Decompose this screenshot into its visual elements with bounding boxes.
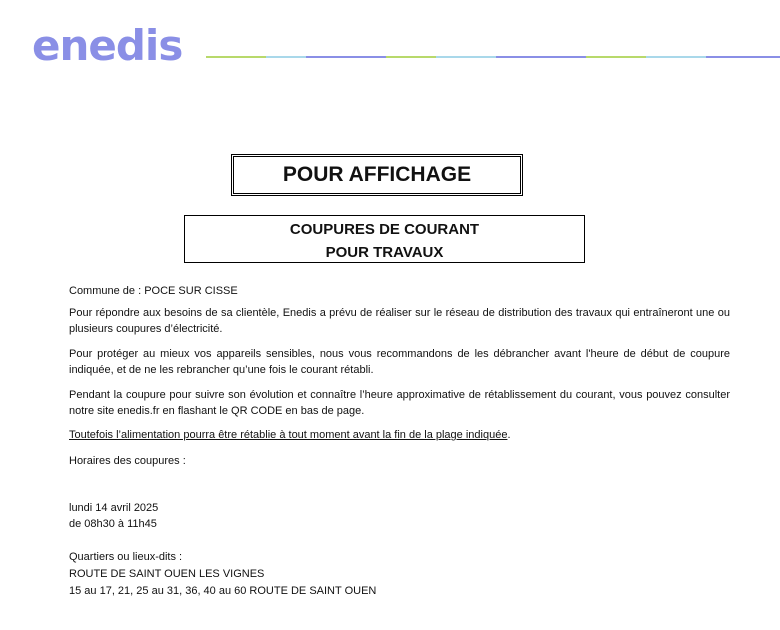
- street-name: ROUTE DE SAINT OUEN LES VIGNES: [69, 568, 265, 580]
- notice-title-line1: COUPURES DE COURANT: [289, 221, 480, 238]
- header-divider: [206, 56, 780, 60]
- paragraph-warning: [69, 427, 730, 443]
- quartiers-label: Quartiers ou lieux-dits :: [69, 551, 183, 563]
- warning-period: .: [507, 429, 511, 441]
- paragraph-follow-up: Pendant la coupure pour suivre son évolution et connaître l’heure approximative de rétablissement du courant, vous pouvez consulter notre site enedis.fr en flashant le QR CODE en bas de page.: [69, 389, 730, 417]
- notice-title-line2: POUR TRAVAUX: [325, 244, 444, 261]
- svg-text:enedis: enedis: [32, 22, 183, 66]
- commune: Commune de : POCE SUR CISSE: [69, 285, 238, 297]
- paragraph-intro: Pour répondre aux besoins de sa clientèle, Enedis a prévu de réaliser sur le réseau de distribution des travaux qui entraîneront une ou plusieurs coupures d’électricité.: [69, 307, 730, 335]
- horaires-label: Horaires des coupures :: [69, 455, 186, 467]
- notice-title-box: [184, 215, 585, 263]
- warning-underlined: Toutefois l’alimentation pourra être rétablie à tout moment avant la fin de la plage indiquée: [69, 429, 508, 441]
- enedis-logo: [32, 22, 202, 66]
- outage-time: de 08h30 à 11h45: [69, 518, 157, 530]
- street-addresses: 15 au 17, 21, 25 au 31, 36, 40 au 60 ROUTE DE SAINT OUEN: [69, 585, 377, 597]
- pour-affichage-title: POUR AFFICHAGE: [231, 154, 523, 196]
- paragraph-recommendation: Pour protéger au mieux vos appareils sensibles, nous vous recommandons de les débrancher avant l'heure de début de coupure indiquée, et de ne les rebrancher qu’une fois le courant rétabli.: [69, 348, 730, 376]
- outage-date: lundi 14 avril 2025: [69, 502, 159, 514]
